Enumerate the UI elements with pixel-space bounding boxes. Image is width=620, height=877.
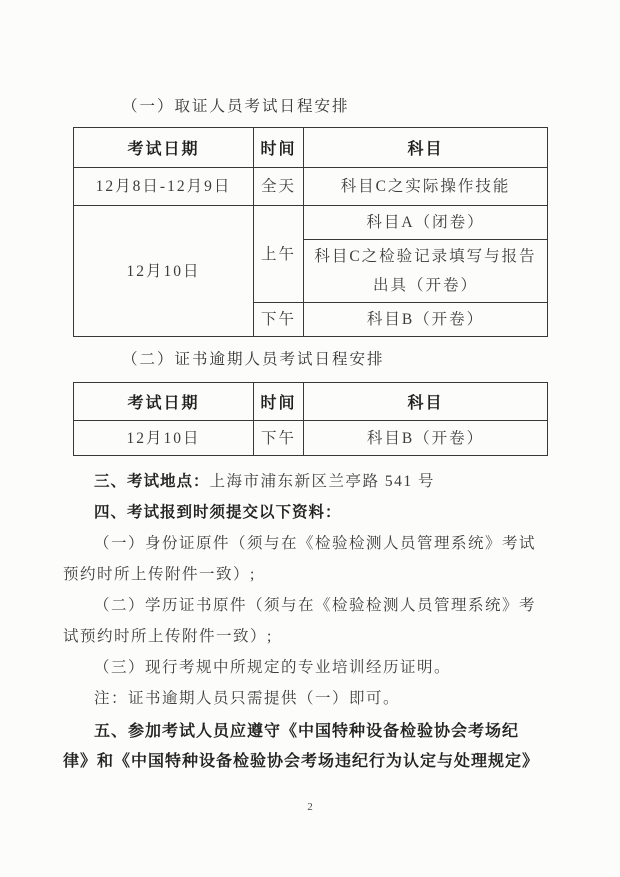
schedule2-header-date: 考试日期: [74, 383, 254, 421]
schedule2-header-row: [74, 383, 548, 421]
section4-item2-line2: 试预约时所上传附件一致）;: [63, 628, 273, 645]
schedule1-header-row: [74, 128, 548, 168]
schedule2-row-date: 12月10日: [74, 421, 254, 456]
page-number: 2: [307, 801, 313, 813]
section4-item1-line2: 预约时所上传附件一致）;: [63, 566, 256, 583]
schedule1-r2-am: 上午: [254, 206, 304, 303]
section4-item1-line1: （一）身份证原件（须与在《检验检测人员管理系统》考试: [94, 535, 537, 552]
schedule2-heading: （二）证书逾期人员考试日程安排: [122, 351, 385, 368]
schedule1-r2-pm: 下午: [254, 303, 304, 337]
schedule1-r2-pm-subject: 科目B（开卷）: [304, 303, 548, 337]
section5-line1: 五、参加考试人员应遵守《中国特种设备检验协会考场纪: [94, 723, 520, 740]
section5: [63, 717, 590, 777]
section5-line2: 律》和《中国特种设备检验协会考场违纪行为认定与处理规定》: [63, 753, 540, 770]
section3-label: 三、考试地点：: [94, 473, 210, 490]
schedule1-r2-am-subject1: 科目A（闭卷）: [304, 206, 548, 240]
schedule1-table: [73, 127, 548, 337]
section3-value: 上海市浦东新区兰亭路 541 号: [209, 473, 436, 490]
schedule2-row-subject: 科目B（开卷）: [304, 421, 548, 456]
section3-line: [63, 466, 590, 497]
schedule1-header-date: 考试日期: [74, 128, 254, 168]
schedule1-header-subject: 科目: [304, 128, 548, 168]
schedule1-r2-date: 12月10日: [74, 206, 254, 337]
schedule1-r1-date: 12月8日-12月9日: [74, 168, 254, 206]
schedule1-heading: （一）取证人员考试日程安排: [122, 98, 350, 115]
section4-item3: （三）现行考规中所规定的专业培训经历证明。: [94, 659, 452, 676]
schedule1-r1-subject: 科目C之实际操作技能: [304, 168, 548, 206]
section4-item2-line1: （二）学历证书原件（须与在《检验检测人员管理系统》考: [94, 597, 537, 614]
table-row: [74, 421, 548, 456]
schedule2-row-time: 下午: [254, 421, 304, 456]
section4-heading: 四、考试报到时须提交以下资料：: [94, 504, 342, 521]
schedule1-r2-am-subject2: 科目C之检验记录填写与报告出具（开卷）: [304, 240, 548, 303]
schedule1-header-time: 时间: [254, 128, 304, 168]
section4-note: 注：证书逾期人员只需提供（一）即可。: [94, 690, 401, 707]
schedule1-r1-time: 全天: [254, 168, 304, 206]
table-row: [74, 206, 548, 240]
schedule2-table: [73, 382, 548, 456]
schedule2-header-subject: 科目: [304, 383, 548, 421]
schedule2-header-time: 时间: [254, 383, 304, 421]
body-text: [63, 466, 590, 714]
table-row: [74, 168, 548, 206]
